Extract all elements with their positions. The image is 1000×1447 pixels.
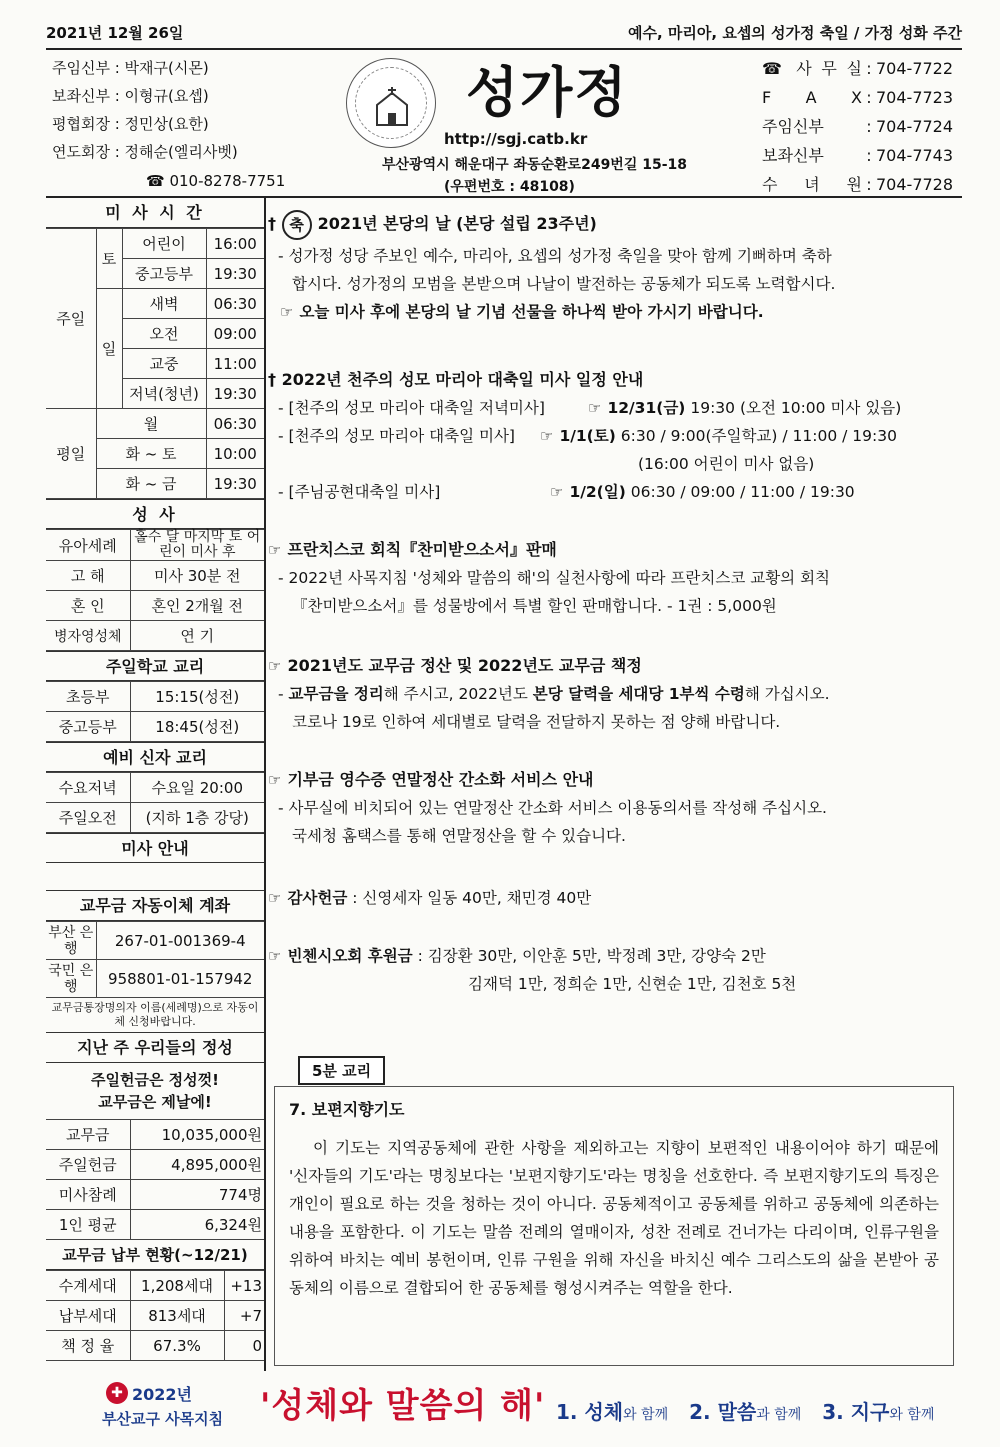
contact-list <box>714 54 954 199</box>
notice-text: 국세청 홈택스를 통해 연말정산을 할 수 있습니다. <box>292 827 626 845</box>
notice-tax-receipt <box>268 766 962 850</box>
pointing-hand-icon: ☞ <box>550 483 564 501</box>
staff-council: 평협회장 : 정민상(요한) <box>52 115 209 133</box>
notice-text: 『찬미받으소서』를 성물방에서 특별 할인 판매합니다. - 1권 : 5,000원 <box>292 597 777 615</box>
payment-name: 납부세대 <box>46 1301 130 1331</box>
main-content <box>268 198 962 1371</box>
staff-list <box>46 54 286 166</box>
mass-name: 월 <box>96 409 206 439</box>
sacrament-value: 혼인 2개월 전 <box>130 591 264 621</box>
notice-parish-day <box>268 206 962 326</box>
diocese-logo-icon: ✚ <box>106 1382 128 1404</box>
offering-slogan-2: 교무금은 제날에! <box>98 1093 212 1111</box>
payment-table <box>46 1270 264 1361</box>
payment-name: 수계세대 <box>46 1271 130 1301</box>
offering-slogan <box>46 1063 264 1119</box>
class-time: 15:15(성전) <box>130 682 264 712</box>
postal-code: (우편번호 : 48108) <box>444 179 575 195</box>
class-name: 초등부 <box>46 682 130 712</box>
notice-contribution <box>268 652 962 736</box>
class-time: 수요일 20:00 <box>130 773 264 803</box>
staff-memorial: 연도회장 : 정해순(엘리사벳) <box>52 143 238 161</box>
mass-info-blank <box>46 863 264 891</box>
notice-title: 프란치스코 회칙『찬미받으소서』판매 <box>287 540 557 559</box>
doctrine-box <box>274 1086 954 1366</box>
pointing-hand-icon: ☞ <box>268 947 282 965</box>
church-address: 부산광역시 해운대구 좌동순환로249번길 15-18 <box>382 157 688 173</box>
schedule-row <box>268 422 962 450</box>
autopay-table <box>46 921 264 998</box>
class-time: (지하 1층 강당) <box>130 803 264 833</box>
pointing-hand-icon: ☞ <box>540 427 554 445</box>
feast-title: 예수, 마리아, 요셉의 성가정 축일 / 가정 성화 주간 <box>628 24 962 42</box>
mass-name: 어린이 <box>122 229 206 259</box>
account-number: 958801-01-157942 <box>96 960 264 998</box>
sacrament-value: 홀수 달 마지막 토 어린이 미사 후 <box>130 530 264 561</box>
mass-time: 06:30 <box>206 409 264 439</box>
footer-org: 부산교구 사목지침 <box>102 1410 224 1428</box>
notice-text: 오늘 미사 후에 본당의 날 기념 선물을 하나씩 받아 가시기 바랍니다. <box>299 303 764 321</box>
notice-text: : 신영세자 일동 40만, 채민경 40만 <box>347 889 592 907</box>
theme-2: 2. 말씀 <box>689 1400 757 1424</box>
top-line <box>46 20 962 46</box>
cross-icon: † <box>268 370 282 389</box>
offering-heading: 지난 주 우리들의 정성 <box>46 1033 264 1063</box>
mass-time: 19:30 <box>206 379 264 409</box>
payment-value: 67.3% <box>130 1331 224 1361</box>
pointing-hand-icon: ☞ <box>268 771 282 789</box>
class-name: 주일오전 <box>46 803 130 833</box>
notice-text: 김재덕 1만, 정희순 1만, 신현순 1만, 김천호 5천 <box>468 975 797 993</box>
schedule-name: - [천주의 성모 마리아 대축일 저녁미사] <box>278 399 545 417</box>
offering-slogan-1: 주일헌금은 정성껏! <box>91 1071 219 1089</box>
contact-assistant: 보좌신부 : 704-7743 <box>762 146 954 165</box>
schedule-times: 19:30 (오전 10:00 미사 있음) <box>690 399 902 417</box>
sacraments-heading: 성 사 <box>46 499 264 529</box>
contact-office: ☎ 사 무 실 : 704-7722 <box>762 59 954 78</box>
autopay-heading: 교무금 자동이체 계좌 <box>46 891 264 921</box>
notice-title: 감사헌금 <box>287 889 348 907</box>
bank-name: 부산 은행 <box>46 922 96 960</box>
notice-title: 빈첸시오회 후원금 <box>287 947 413 965</box>
mass-info-heading: 미사 안내 <box>46 833 264 863</box>
catechumen-heading: 예비 신자 교리 <box>46 742 264 772</box>
five-minute-doctrine <box>268 1056 962 1371</box>
offering-value: 4,895,000원 <box>130 1150 264 1180</box>
footer-themes: 1. 성체와 함께 2. 말씀과 함께 3. 지구와 함께 <box>556 1400 935 1424</box>
sunday-school-heading: 주일학교 교리 <box>46 651 264 681</box>
sacrament-value: 미사 30분 전 <box>130 561 264 591</box>
offering-name: 미사참례 <box>46 1180 130 1210</box>
doctrine-title: 7. 보편지향기도 <box>289 1100 405 1119</box>
notice-text: - 사무실에 비치되어 있는 연말정산 간소화 서비스 이용동의서를 작성해 주십시오. <box>278 799 827 817</box>
offering-name: 주일헌금 <box>46 1150 130 1180</box>
celebration-badge-icon: 축 <box>282 210 312 240</box>
footer-year: 2022년 <box>132 1385 192 1404</box>
notice-text: 합시다. 성가정의 모범을 본받으며 나날이 발전하는 공동체가 되도록 노력합시다. <box>292 275 836 293</box>
mass-time: 10:00 <box>206 439 264 469</box>
notice-encyclical <box>268 536 962 620</box>
offering-table <box>46 1119 264 1240</box>
notice-title: 기부금 영수증 연말정산 간소화 서비스 안내 <box>287 770 594 789</box>
mass-name: 저녁(청년) <box>122 379 206 409</box>
notice-text: - 교무금을 정리해 주시고, 2022년도 본당 달력을 세대당 1부씩 수령해 가십시오. <box>278 685 830 703</box>
notice-title: 2022년 천주의 성모 마리아 대축일 미사 일정 안내 <box>281 370 644 389</box>
sacrament-name: 병자영성체 <box>46 621 130 651</box>
mass-times-heading: 미 사 시 간 <box>46 198 264 228</box>
schedule-row <box>268 394 962 422</box>
sacrament-name: 혼 인 <box>46 591 130 621</box>
masthead <box>46 48 962 198</box>
notice-mass-schedule <box>268 366 962 506</box>
mass-name: 화 ~ 금 <box>96 469 206 499</box>
mass-name: 새벽 <box>122 289 206 319</box>
notice-title: 2021년 본당의 날 (본당 설립 23주년) <box>317 214 597 233</box>
notice-title: 2021년도 교무금 정산 및 2022년도 교무금 책정 <box>287 656 642 675</box>
mass-time: 11:00 <box>206 349 264 379</box>
payment-delta: +13 <box>224 1271 264 1301</box>
notice-vincent-donation <box>268 942 962 998</box>
cross-icon: † <box>268 214 282 233</box>
website-link[interactable]: http://sgj.catb.kr <box>444 130 588 148</box>
schedule-date: 12/31(금) <box>607 399 686 417</box>
offering-name: 교무금 <box>46 1120 130 1150</box>
mass-name: 중고등부 <box>122 259 206 289</box>
mass-name: 오전 <box>122 319 206 349</box>
payment-delta: 0 <box>224 1331 264 1361</box>
doctrine-tag: 5분 교리 <box>298 1056 385 1085</box>
schedule-name: - [천주의 성모 마리아 대축일 미사] <box>278 427 515 445</box>
payment-name: 책 정 율 <box>46 1331 130 1361</box>
mass-time: 19:30 <box>206 469 264 499</box>
payment-value: 1,208세대 <box>130 1271 224 1301</box>
schedule-times: 6:30 / 9:00(주일학교) / 11:00 / 19:30 <box>620 427 897 445</box>
church-logo-icon <box>346 58 436 148</box>
theme-1: 1. 성체 <box>556 1400 624 1424</box>
account-number: 267-01-001369-4 <box>96 922 264 960</box>
schedule-row <box>268 478 962 506</box>
schedule-date: 1/2(일) <box>569 483 626 501</box>
schedule-name: - [주님공현대축일 미사] <box>278 483 441 501</box>
bulletin-title: 성가정 <box>466 61 629 124</box>
schedule-date: 1/1(토) <box>559 427 616 445</box>
mass-time: 19:30 <box>206 259 264 289</box>
church-building-icon <box>373 87 411 127</box>
pointing-hand-icon: ☞ <box>588 399 602 417</box>
notice-text: 코로나 19로 인하여 세대별로 달력을 전달하지 못하는 점 양해 바랍니다. <box>292 713 781 731</box>
left-sidebar <box>46 198 266 1371</box>
weekday-group: 평일 <box>46 409 96 499</box>
bank-name: 국민 은행 <box>46 960 96 998</box>
sunday-label: 일 <box>96 289 122 409</box>
mass-time: 06:30 <box>206 289 264 319</box>
notice-text: : 김장환 30만, 이안훈 5만, 박정례 3만, 강양숙 2만 <box>412 947 766 965</box>
class-time: 18:45(성전) <box>130 712 264 742</box>
autopay-note: 교무금통장명의자 이름(세례명)으로 자동이체 신청바랍니다. <box>46 998 264 1033</box>
payment-delta: +7 <box>224 1301 264 1331</box>
pointing-hand-icon: ☞ <box>268 541 282 559</box>
mass-name: 교중 <box>122 349 206 379</box>
offering-value: 10,035,000원 <box>130 1120 264 1150</box>
sunday-school-table <box>46 681 264 742</box>
sacrament-name: 유아세례 <box>46 530 130 561</box>
saturday-label: 토 <box>96 229 122 289</box>
schedule-note: (16:00 어린이 미사 없음) <box>638 455 815 473</box>
payment-value: 813세대 <box>130 1301 224 1331</box>
footer-banner <box>46 1378 962 1438</box>
staff-pastor: 주임신부 : 박재구(시몬) <box>52 59 209 77</box>
pointing-hand-icon: ☞ <box>280 303 294 321</box>
doctrine-body: 이 기도는 지역공동체에 관한 사항을 제외하고는 지향이 보편적인 내용이어야 하기 때문에 '신자들의 기도'라는 명칭보다는 '보편지향기도'라는 명칭을 선호한다. 즉 보편지향기도의 특징은 개인이 필요로 하는 것을 청하는 것이 아니다. 공동체적이고 공동체를 위하고 공동체에 의존하는 내용을 포함한다. 이 기도는 말씀 전례의 열매이자, 성찬 전례로 건너가는 다리이며, 인류구원을 위하여 바치는 예비 봉헌이며, 인류 구원을 위해 자신을 바치신 예수 그리스도의 삶을 본받아 공동체의 이름으로 결합되어 한 공동체를 형성시켜주는 역할을 한다. <box>289 1139 939 1297</box>
theme-3: 3. 지구 <box>822 1400 890 1424</box>
staff-phone: ☎ 010-8278-7751 <box>146 172 286 190</box>
contact-fax: F A X : 704-7723 <box>762 88 954 107</box>
notice-thanks-offering <box>268 884 962 912</box>
contact-pastor: 주임신부 : 704-7724 <box>762 117 954 136</box>
mass-time: 16:00 <box>206 229 264 259</box>
class-name: 중고등부 <box>46 712 130 742</box>
class-name: 수요저녁 <box>46 773 130 803</box>
mass-times-table <box>46 228 264 499</box>
notice-text: - 성가정 성당 주보인 예수, 마리아, 요셉의 성가정 축일을 맞아 함께 기뻐하며 축하 <box>278 247 832 265</box>
mass-name: 화 ~ 토 <box>96 439 206 469</box>
schedule-times: 06:30 / 09:00 / 11:00 / 19:30 <box>630 483 855 501</box>
footer-slogan: '성체와 말씀의 해' <box>260 1386 546 1426</box>
payment-heading: 교무금 납부 현황(~12/21) <box>46 1240 264 1270</box>
pointing-hand-icon: ☞ <box>268 657 282 675</box>
sacrament-name: 고 해 <box>46 561 130 591</box>
mass-time: 09:00 <box>206 319 264 349</box>
issue-date: 2021년 12월 26일 <box>46 24 184 42</box>
staff-assistant: 보좌신부 : 이형규(요셉) <box>52 87 209 105</box>
sunday-group: 주일 <box>46 229 96 409</box>
offering-value: 6,324원 <box>130 1210 264 1240</box>
sacrament-value: 연 기 <box>130 621 264 651</box>
offering-value: 774명 <box>130 1180 264 1210</box>
catechumen-table <box>46 772 264 833</box>
notice-text: - 2022년 사목지침 '성체와 말씀의 해'의 실천사항에 따라 프란치스코 교황의 회칙 <box>278 569 831 587</box>
offering-name: 1인 평균 <box>46 1210 130 1240</box>
contact-convent: 수 녀 원 : 704-7728 <box>762 175 954 194</box>
pointing-hand-icon: ☞ <box>268 889 282 907</box>
sacraments-table <box>46 529 264 651</box>
